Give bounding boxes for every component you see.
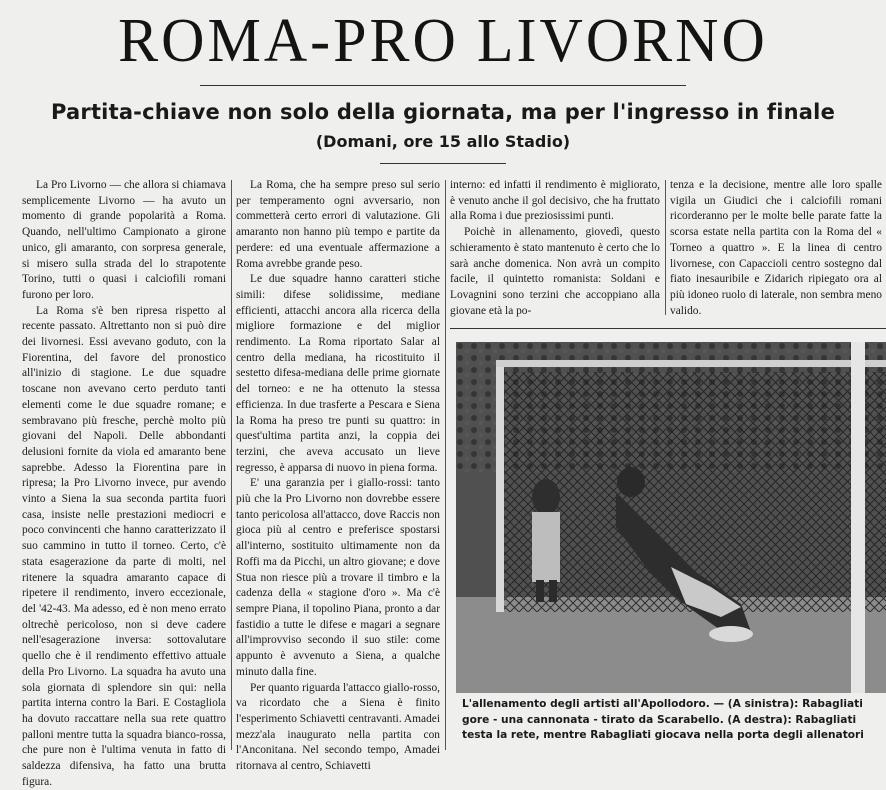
column-3 <box>450 178 660 319</box>
headline: ROMA-PRO LIVORNO <box>118 5 768 75</box>
photo-rule <box>450 328 886 329</box>
paragraph: La Roma s'è ben ripresa rispetto al recente passato. Altrettanto non si può dire dei livornesi. Essi avevano goduto, con la Fiorentina, del favore del pronostico all'inizio di stagione. Le due squadre toscane non avevano certo perduto tanti elementi come le due squadre romane; e sembravano più fresche, perchè molto più giovani del Napoli. Delle abbondanti delusioni fornite da viola ed amaranto bene saprebbe. Adesso la Fiorentina pare in ripresa; la Pro Livorno invece, pur avendo vinto a Siena la sua seconda partita fuori casa, insiste nelle prestazioni mediocri e poco convincenti che hanno caratterizzato il suo cammino in tutto il torneo. Certo, c'è stata esagerazione da parte di molti, nel ritenere la squadra amaranto capace di ripetere il rendimento, invero eccezionale, del '42-43. Ma adesso, ed è non meno errato oltrechè pericoloso, non si deve cadere nell'esagerazione inversa: sottovalutare quello che è il rendimento effettivo attuale della Pro Livorno. La squadra ha avuto una sola giornata di splendore sin qui: nella partita interna contro la Bari. E Costagliola ha dovuto raccattare nella sua rete quattro palloni mentre tutta la squadra bianco-rossa, che pure non è l'ultima venuta in fatto di saldezza difensiva, ha fatto una brutta figura. <box>22 304 226 788</box>
match-time: (Domani, ore 15 allo Stadio) <box>315 132 571 151</box>
column-1 <box>22 178 226 790</box>
column-4 <box>670 178 882 319</box>
column-divider <box>445 180 446 750</box>
paragraph: La Roma, che ha sempre preso sul serio per temperamento ogni avversario, non commetterà certo errori di valutazione. Gli amaranto non hanno più tempo e partite da perdere: ed una eventuale affermazione a Roma avrebbe grande peso. <box>236 179 440 270</box>
caption-line: testa la rete, mentre Rabagliati giocava nella porta degli allenatori <box>462 729 864 741</box>
caption-line: gore - una cannonata - tirato da Scarabello. (A destra): Rabagliati <box>462 713 857 726</box>
subheadline: Partita-chiave non solo della giornata, ma per l'ingresso in finale <box>50 100 836 124</box>
caption-line: L'allenamento degli artisti all'Apollodoro. — (A sinistra): Rabagliati <box>462 698 863 710</box>
paragraph: E' una garanzia per i giallo-rossi: tanto più che la Pro Livorno non dovrebbe essere tanto pericolosa all'attacco, dove Raccis non gioca più al centro e preferisce spostarsi all'interno, sostituito ultimamente non da Roffi ma da Picchi, un altro giovane; e dove Stua non riesce più a trovare il timbro e la cadenza della « stagione d'oro ». Ma c'è sempre Piana, il topolino Piana, pronto a dar fastidio a tutte le difese e magari a segnare all'improvviso secondo il suo stile: come appunto è avvenuto a Siena, a qualche minuto dalla fine. <box>236 477 440 678</box>
column-divider <box>665 180 666 315</box>
column-2 <box>236 178 440 775</box>
paragraph: Le due squadre hanno caratteri stiche simili: difese solidissime, mediane efficienti, attacchi ancora alla ricerca della migliore formazione e del miglior rendimento. La Roma riportato Salar al centro della mediana, ha ricostituito il sestetto difesa-mediana delle prime giornate del torneo: e ne ha ottenuto la stessa efficienza. In due trasferte a Pescara e Siena la Roma ha preso tre punti su quattro: in quest'ultima partita anzi, la coppia dei terzini, che aveva accusato un lieve regresso, è apparsa di nuovo in piena forma. <box>236 273 440 474</box>
goalkeeper-training-image <box>456 342 886 693</box>
subhead-rule <box>380 163 506 164</box>
column-divider <box>231 180 232 750</box>
paragraph: La Pro Livorno — che allora si chiamava semplicemente Livorno — ha avuto un momento di grande popolarità a Roma. Quando, nell'ultimo Campionato a girone unico, gli amaranto, con sorpresa generale, si misero sulla strada del lo strapotente Torino, tutti o quasi i calciofili romani furono per loro. <box>22 179 226 301</box>
paragraph: tenza e la decisione, mentre alle loro spalle vigila un Giudici che i calciofili romani ricorderanno per le molte belle parate fatte la scorsa estate nella partita con la Roma del « Torneo a quattro ». E la linea di centro livornese, con Capaccioli centro sostegno dal fiato inesauribile e Zidarich ripiegato ora al più idoneo ruolo di laterale, non sembra meno valido. <box>670 179 882 317</box>
photo-caption <box>462 697 886 744</box>
paragraph: Poichè in allenamento, giovedì, questo schieramento è stato mantenuto è certo che lo sarà anche domenica. Non avrà un compito facile, il quintetto romanista: Soldani e Lovagnini sono terzini che accoppiano alla giovane età la po- <box>450 226 660 317</box>
news-photo <box>456 342 886 693</box>
paragraph: Per quanto riguarda l'attacco giallo-rosso, va ricordato che a Siena è finito l'esperimento Schiavetti centravanti. Amadei mezz'ala inaugurato nella partita con l'Anconitana. Nel secondo tempo, Amadei ritornava al centro, Schiavetti <box>236 681 440 773</box>
headline-rule <box>200 85 686 86</box>
paragraph: interno: ed infatti il rendimento è migliorato, è venuto anche il gol decisivo, che ha fruttato alla Roma i due preziosissimi punti. <box>450 179 660 223</box>
